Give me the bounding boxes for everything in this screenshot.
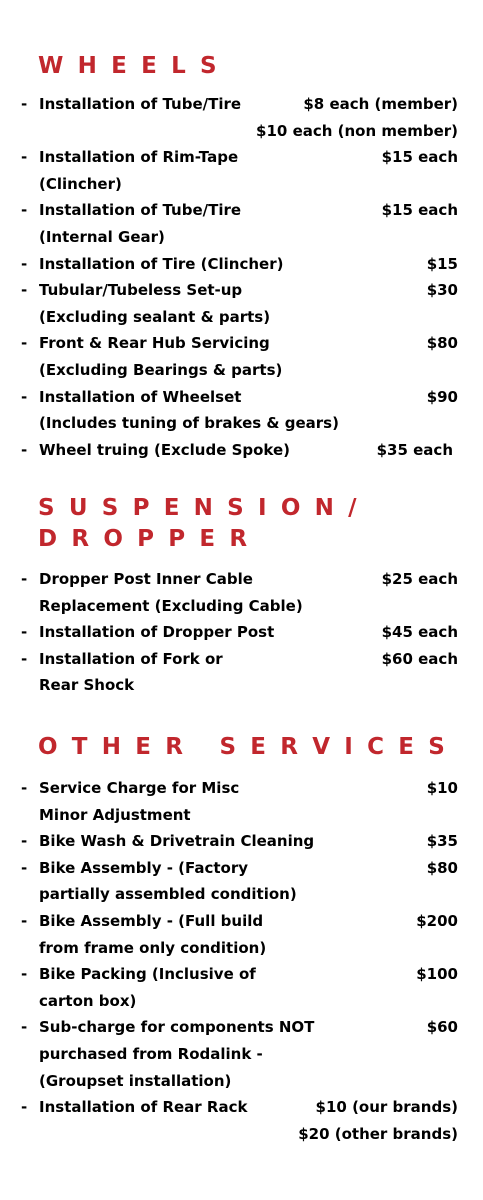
bullet-dash: - — [21, 148, 28, 167]
service-description: Bike Assembly - (Full build — [39, 912, 264, 930]
service-description: (Clincher) — [39, 174, 122, 193]
price-line — [0, 118, 483, 145]
service-description: Bike Assembly - (Factory — [39, 858, 249, 877]
price-line — [0, 1121, 483, 1148]
service-price: $90 — [426, 387, 458, 406]
service-price: $25 each — [381, 570, 458, 588]
service-price: $10 each (non member) — [256, 121, 458, 140]
bullet-dash: - — [21, 281, 28, 300]
bullet-dash: - — [21, 387, 28, 406]
price-line — [0, 197, 483, 224]
price-line — [0, 935, 483, 962]
service-description: Service Charge for Misc — [39, 779, 240, 797]
price-line — [0, 437, 483, 464]
price-line — [0, 1068, 483, 1095]
bullet-dash: - — [21, 623, 28, 642]
service-price: $20 (other brands) — [298, 1124, 458, 1143]
service-price: $35 each — [376, 440, 453, 459]
price-line — [0, 775, 483, 802]
service-price: $10 (our brands) — [315, 1098, 458, 1117]
service-description: Bike Wash & Drivetrain Cleaning — [39, 832, 315, 851]
bullet-dash: - — [21, 201, 28, 220]
section-title-wheels — [38, 51, 231, 82]
section-title-line: SUSPENSION/ — [38, 495, 371, 521]
service-price: $60 each — [381, 649, 458, 668]
service-description: (Internal Gear) — [39, 228, 165, 246]
price-line — [0, 881, 483, 908]
price-line — [0, 1094, 483, 1121]
bullet-dash: - — [21, 95, 28, 113]
service-description: Installation of Tube/Tire — [39, 201, 242, 220]
price-line — [0, 672, 483, 699]
service-price: $60 — [426, 1018, 458, 1037]
service-description: Sub-charge for components NOT — [39, 1018, 315, 1037]
service-price: $45 each — [381, 623, 458, 642]
price-line — [0, 91, 483, 118]
service-description: purchased from Rodalink - — [39, 1045, 263, 1063]
price-line — [0, 828, 483, 855]
service-description: Installation of Tire (Clincher) — [39, 254, 284, 273]
service-description: (Groupset installation) — [39, 1071, 232, 1090]
service-description: Installation of Tube/Tire — [39, 95, 242, 113]
service-price: $100 — [416, 965, 458, 984]
bullet-dash: - — [21, 1098, 28, 1117]
service-price: $80 — [426, 334, 458, 353]
section-title-line: OTHER SERVICES — [38, 734, 460, 760]
service-price: $35 — [426, 832, 458, 851]
service-description: Wheel truing (Exclude Spoke) — [39, 440, 291, 459]
service-description: from frame only condition) — [39, 938, 267, 957]
price-line — [0, 251, 483, 278]
service-price: $80 — [426, 858, 458, 877]
price-line — [0, 357, 483, 384]
price-line — [0, 855, 483, 882]
bullet-dash: - — [21, 254, 28, 273]
service-price: $30 — [426, 281, 458, 300]
bullet-dash: - — [21, 832, 28, 851]
service-description: carton box) — [39, 991, 137, 1010]
price-line — [0, 384, 483, 411]
service-description: Dropper Post Inner Cable — [39, 570, 253, 588]
bullet-dash: - — [21, 858, 28, 877]
service-description: Front & Rear Hub Servicing — [39, 334, 270, 353]
price-line — [0, 304, 483, 331]
bullet-dash: - — [21, 334, 28, 353]
service-price: $8 each (member) — [303, 95, 458, 113]
service-description: Tubular/Tubeless Set-up — [39, 281, 243, 300]
service-description: Bike Packing (Inclusive of — [39, 965, 256, 984]
bullet-dash: - — [21, 440, 28, 459]
service-price: $15 each — [381, 201, 458, 220]
bullet-dash: - — [21, 779, 28, 797]
price-line — [0, 566, 483, 593]
price-line — [0, 646, 483, 673]
section-title-line: WHEELS — [38, 53, 231, 79]
service-price: $15 each — [381, 148, 458, 167]
bullet-dash: - — [21, 965, 28, 984]
service-description: Installation of Wheelset — [39, 387, 242, 406]
service-description: (Excluding Bearings & parts) — [39, 361, 283, 379]
service-description: Installation of Rim-Tape — [39, 148, 239, 167]
section-title-other-services — [38, 732, 459, 763]
price-line — [0, 1014, 483, 1041]
service-description: partially assembled condition) — [39, 885, 297, 904]
service-description: Installation of Dropper Post — [39, 623, 275, 642]
service-price: $200 — [416, 912, 458, 930]
price-line — [0, 330, 483, 357]
price-line — [0, 961, 483, 988]
price-line — [0, 171, 483, 198]
price-line — [0, 908, 483, 935]
price-line — [0, 144, 483, 171]
price-line — [0, 224, 483, 251]
price-line — [0, 988, 483, 1015]
price-line — [0, 277, 483, 304]
bullet-dash: - — [21, 912, 28, 930]
bullet-dash: - — [21, 570, 28, 588]
service-price: $15 — [426, 254, 458, 273]
price-line — [0, 593, 483, 620]
bullet-dash: - — [21, 649, 28, 668]
price-line — [0, 619, 483, 646]
service-description: Installation of Rear Rack — [39, 1098, 248, 1117]
price-line — [0, 410, 483, 437]
service-description: Replacement (Excluding Cable) — [39, 596, 303, 615]
service-price: $10 — [426, 779, 458, 797]
bullet-dash: - — [21, 1018, 28, 1037]
service-description: Minor Adjustment — [39, 805, 191, 824]
service-description: (Includes tuning of brakes & gears) — [39, 414, 339, 433]
price-line — [0, 802, 483, 829]
service-description: (Excluding sealant & parts) — [39, 307, 271, 326]
service-description: Rear Shock — [39, 676, 135, 695]
price-line — [0, 1041, 483, 1068]
section-title-line: DROPPER — [38, 526, 262, 552]
service-description: Installation of Fork or — [39, 649, 223, 668]
section-title-suspension-dropper — [38, 493, 371, 555]
